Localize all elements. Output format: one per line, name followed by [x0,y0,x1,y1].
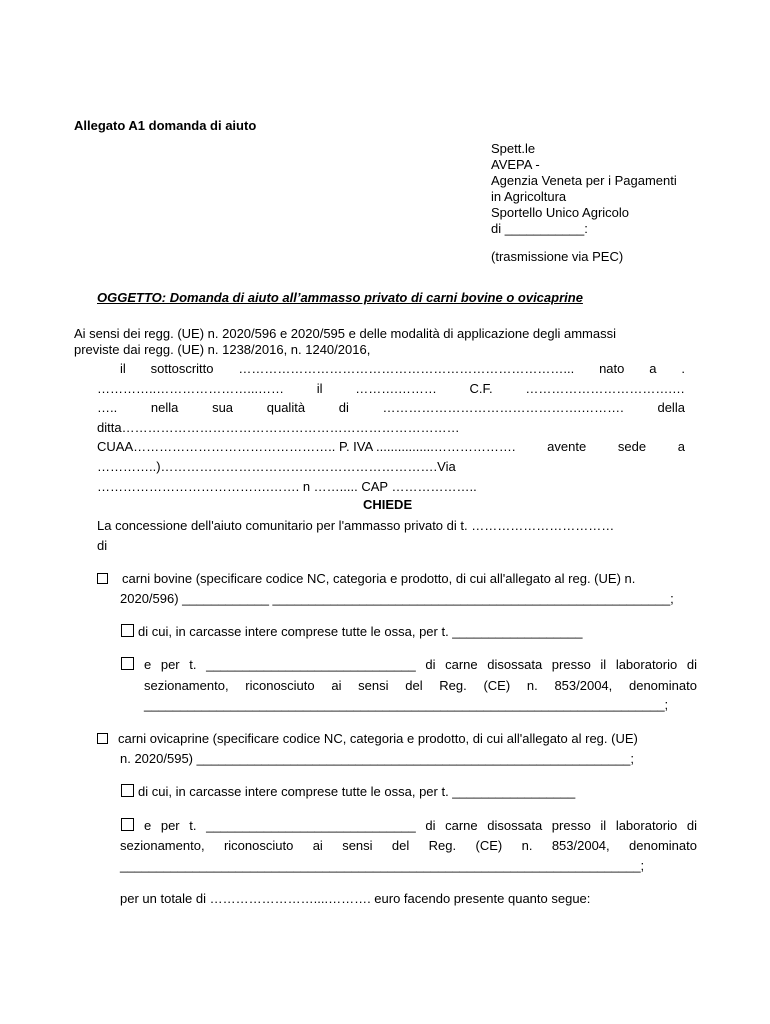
text-word: riconosciuto [245,678,315,693]
recipient-line: Spett.le [491,141,536,156]
text-word: nato [599,361,625,376]
text-word: nella [150,400,179,415]
text-word: di [425,818,436,833]
text-word: denominato [629,838,697,853]
text-word: qualità [266,400,306,415]
applicant-line-7: ………………………………….……. n ……..... CAP ……………….. [97,479,477,494]
text-word: presso [551,818,591,833]
text-word: a [677,439,685,454]
ovine-carcass-label: di cui, in carcasse intere comprese tutte le ossa, per t. _________________ [138,784,576,799]
text-word: del [405,678,423,693]
bovine-code-line: 2020/596) ____________ _______________________________________________________; [120,591,674,606]
chiede-heading: CHIEDE [363,497,413,512]
ovine-deboned-checkbox[interactable] [121,818,134,831]
text-word: del [391,838,410,853]
text-word: e [144,657,152,672]
ovine-deboned-line-3: ________________________________________________________________________; [120,858,645,873]
text-word: di [338,400,349,415]
bovine-deboned-line-2 [144,678,697,694]
recipient-address [491,141,677,237]
text-word: di [686,657,697,672]
ovine-deboned-line-1 [144,818,697,834]
applicant-line-3 [97,400,685,416]
text-word: avente [547,439,587,454]
text-word: disossata [487,657,543,672]
bovine-carcass-label: di cui, in carcasse intere comprese tutte le ossa, per t. __________________ [138,624,583,639]
text-word: presso [551,657,591,672]
text-word: a [649,361,657,376]
ovine-carcass-checkbox[interactable] [121,784,134,797]
text-word: …………..…………………...…… [97,381,285,396]
ovine-deboned-checkbox-wrap [121,818,138,834]
text-word: della [657,400,685,415]
recipient-line: Agenzia Veneta per i Pagamenti [491,173,677,188]
text-word: 853/2004, [551,838,610,853]
bovine-deboned-checkbox[interactable] [121,657,134,670]
text-word: di [425,657,436,672]
document-title: Allegato A1 domanda di aiuto [74,118,257,133]
recipient-line: AVEPA - [491,157,540,172]
recipient-line: di ___________: [491,221,588,236]
ovine-deboned-line-2 [120,838,697,854]
text-word: carne [445,818,478,833]
bovine-option [97,571,635,587]
text-word: per [160,818,180,833]
text-word: _____________________________ [206,657,416,672]
text-word: . [681,361,685,376]
bovine-label: carni bovine (specificare codice NC, categoria e prodotto, di cui all'allegato al reg. (UE) n. [122,571,636,586]
bovine-deboned-line-3: ________________________________________________________________________; [144,697,669,712]
applicant-line-4: ditta…………………………………………………………………… [97,420,460,435]
text-word: Reg. [428,838,457,853]
text-word: ……………………………………….………. [382,400,624,415]
text-word: sua [212,400,234,415]
text-word: laboratorio [615,657,678,672]
text-word: sezionamento, [120,838,205,853]
ovine-label: carni ovicaprine (specificare codice NC, categoria e prodotto, di cui all'allegato al reg. (UE) [118,731,638,746]
applicant-line-6: …………..)……………………………………………………….Via [97,459,456,474]
subject-line: OGGETTO: Domanda di aiuto all’ammasso privato di carni bovine o ovicaprine [97,290,583,305]
ovine-checkbox[interactable] [97,733,108,744]
text-word: 853/2004, [554,678,613,693]
text-word: carne [445,657,478,672]
text-word: sensi [342,838,373,853]
total-line: per un totale di ……………………....………. euro facendo presente quanto segue: [120,891,591,906]
recipient-line: Sportello Unico Agricolo [491,205,630,220]
text-word: t. [189,818,197,833]
ovine-code-line: n. 2020/595) ____________________________________________________________; [120,751,635,766]
text-word: C.F. [469,381,493,396]
text-word: …………………………………………………………………... [238,361,575,376]
text-word: ……….……… [355,381,437,396]
text-word: (CE) [483,678,511,693]
text-word: sensi [358,678,389,693]
text-word: (CE) [475,838,503,853]
ovine-carcass-option [121,784,575,800]
text-word: ….. [97,400,118,415]
text-word: denominato [628,678,697,693]
text-word: n. [521,838,533,853]
text-word: il [120,361,126,376]
applicant-line-5 [97,439,685,455]
text-word: riconosciuto [223,838,294,853]
text-word: e [144,818,152,833]
recipient-line: in Agricoltura [491,189,567,204]
text-word: il [600,818,607,833]
text-word: ai [312,838,323,853]
bovine-checkbox[interactable] [97,573,108,584]
bovine-carcass-checkbox[interactable] [121,624,134,637]
ovine-option [97,731,638,747]
bovine-deboned-line-1 [144,657,697,673]
bovine-carcass-option [121,624,582,640]
text-word: sezionamento, [144,678,229,693]
text-word: CUAA……………………………………….. P. IVA ................………………. [97,439,516,454]
text-word: _____________________________ [206,818,416,833]
text-word: laboratorio [615,818,678,833]
applicant-line-1 [120,361,685,377]
applicant-line-2 [97,381,685,397]
text-word: di [686,818,697,833]
text-word: sottoscritto [150,361,214,376]
text-word: …………………………….… [525,381,685,396]
text-word: il [316,381,323,396]
bovine-deboned-checkbox-wrap [121,657,138,673]
text-word: t. [189,657,197,672]
request-line-1: La concessione dell'aiuto comunitario per l'ammasso privato di t. …………………………… [97,518,615,533]
text-word: per [160,657,180,672]
text-word: Reg. [439,678,467,693]
intro-line-2: previste dai regg. (UE) n. 1238/2016, n. 1240/2016, [74,342,371,357]
transmission-note: (trasmissione via PEC) [491,249,624,264]
intro-line-1: Ai sensi dei regg. (UE) n. 2020/596 e 2020/595 e delle modalità di applicazione degli ammassi [74,326,616,341]
text-word: disossata [487,818,543,833]
text-word: ai [331,678,342,693]
text-word: sede [617,439,647,454]
text-word: n. [526,678,538,693]
request-line-2: di [97,538,108,553]
text-word: il [600,657,607,672]
